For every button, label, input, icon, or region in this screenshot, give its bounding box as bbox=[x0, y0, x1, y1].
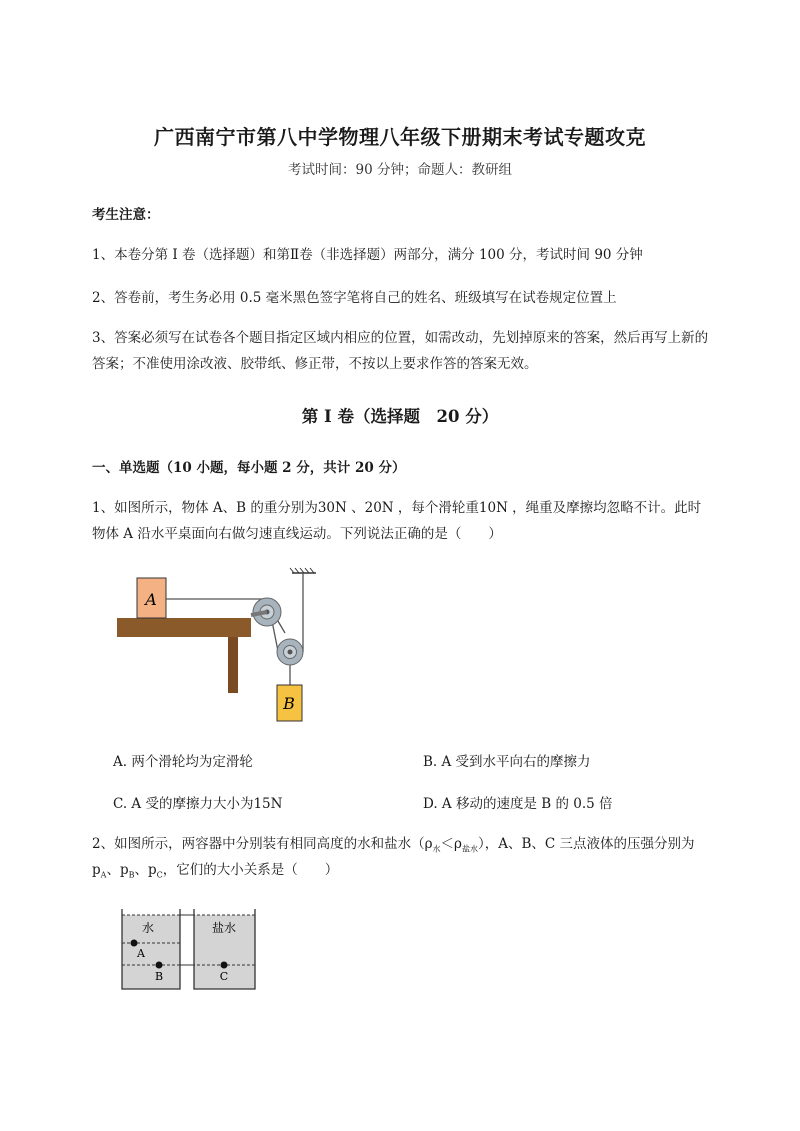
q2-sep-2: 、 bbox=[134, 862, 148, 878]
q2-pc: p bbox=[147, 862, 157, 878]
q2-point-a-label: A bbox=[137, 947, 145, 960]
q2-pb: p bbox=[119, 862, 129, 878]
q2-pa: p bbox=[92, 862, 101, 878]
q1-option-c[interactable]: C. A 受的摩擦力大小为15N bbox=[113, 796, 283, 812]
q2-sub-brine: 盐水 bbox=[461, 844, 478, 854]
q2-stem-part1: 2、如图所示，两容器中分别装有相同高度的水和盐水（ρ bbox=[92, 836, 433, 852]
q1-option-b[interactable]: B. A 受到水平向右的摩擦力 bbox=[423, 754, 591, 770]
q2-stem-part2: ），A、B、C 三点液体的压强分别为 bbox=[477, 836, 695, 852]
q2-pa-sub: A bbox=[100, 870, 107, 880]
q2-pb-sub: B bbox=[128, 870, 135, 880]
q2-point-c-label: C bbox=[219, 970, 229, 983]
q2-point-b-label: B bbox=[154, 970, 164, 983]
q1-option-a[interactable]: A. 两个滑轮均为定滑轮 bbox=[113, 754, 253, 770]
notice-item-1: 1、本卷分第 I 卷（选择题）和第Ⅱ卷（非选择题）两部分，满分 100 分，考试时间 90 分钟 bbox=[92, 247, 643, 263]
section-title: 第 I 卷（选择题 20 分） bbox=[301, 407, 499, 426]
q1-stem-line2: 物体 A 沿水平桌面向右做匀速直线运动。下列说法正确的是（ ） bbox=[92, 526, 502, 542]
q1-pulley-figure bbox=[110, 565, 330, 730]
exam-info: 考试时间：90 分钟；命题人：教研组 bbox=[288, 162, 512, 178]
q1-stem-line1: 1、如图所示，物体 A、B 的重分别为30N 、20N ，每个滑轮重10N ，绳重及摩擦均忽略不计。此时 bbox=[92, 500, 702, 516]
q1-label-b: B bbox=[283, 694, 295, 713]
q2-brine-label: 盐水 bbox=[211, 921, 237, 935]
q2-container-figure bbox=[118, 905, 263, 995]
notice-heading: 考生注意： bbox=[92, 207, 160, 223]
q2-pc-sub: C bbox=[156, 870, 163, 880]
q2-water-label: 水 bbox=[141, 921, 155, 935]
notice-item-3: 3、答案必须写在试卷各个题目指定区域内相应的位置，如需改动，先划掉原来的答案，然后再写上新的答案；不准使用涂改液、胶带纸、修正带，不按以上要求作答的答案无效。 bbox=[92, 330, 709, 372]
q2-point-b bbox=[156, 962, 163, 969]
part-heading: 一、单选题（10 小题，每小题 2 分，共计 20 分） bbox=[92, 460, 406, 476]
q1-option-d[interactable]: D. A 移动的速度是 B 的 0.5 倍 bbox=[423, 796, 613, 812]
q2-stem-tail: ，它们的大小关系是（ ） bbox=[162, 862, 339, 878]
q2-sub-water: 水 bbox=[432, 844, 441, 854]
q2-sep-1: 、 bbox=[106, 862, 120, 878]
q2-stem-line2 bbox=[92, 857, 752, 889]
q2-point-c bbox=[221, 962, 228, 969]
q1-label-a: A bbox=[145, 590, 157, 609]
page-title: 广西南宁市第八中学物理八年级下册期末考试专题攻克 bbox=[154, 125, 646, 149]
notice-item-2: 2、答卷前，考生务必用 0.5 毫米黑色签字笔将自己的姓名、班级填写在试卷规定位置上 bbox=[92, 290, 617, 306]
q2-point-a bbox=[131, 940, 138, 947]
q2-less-than: ＜ρ bbox=[440, 836, 462, 852]
